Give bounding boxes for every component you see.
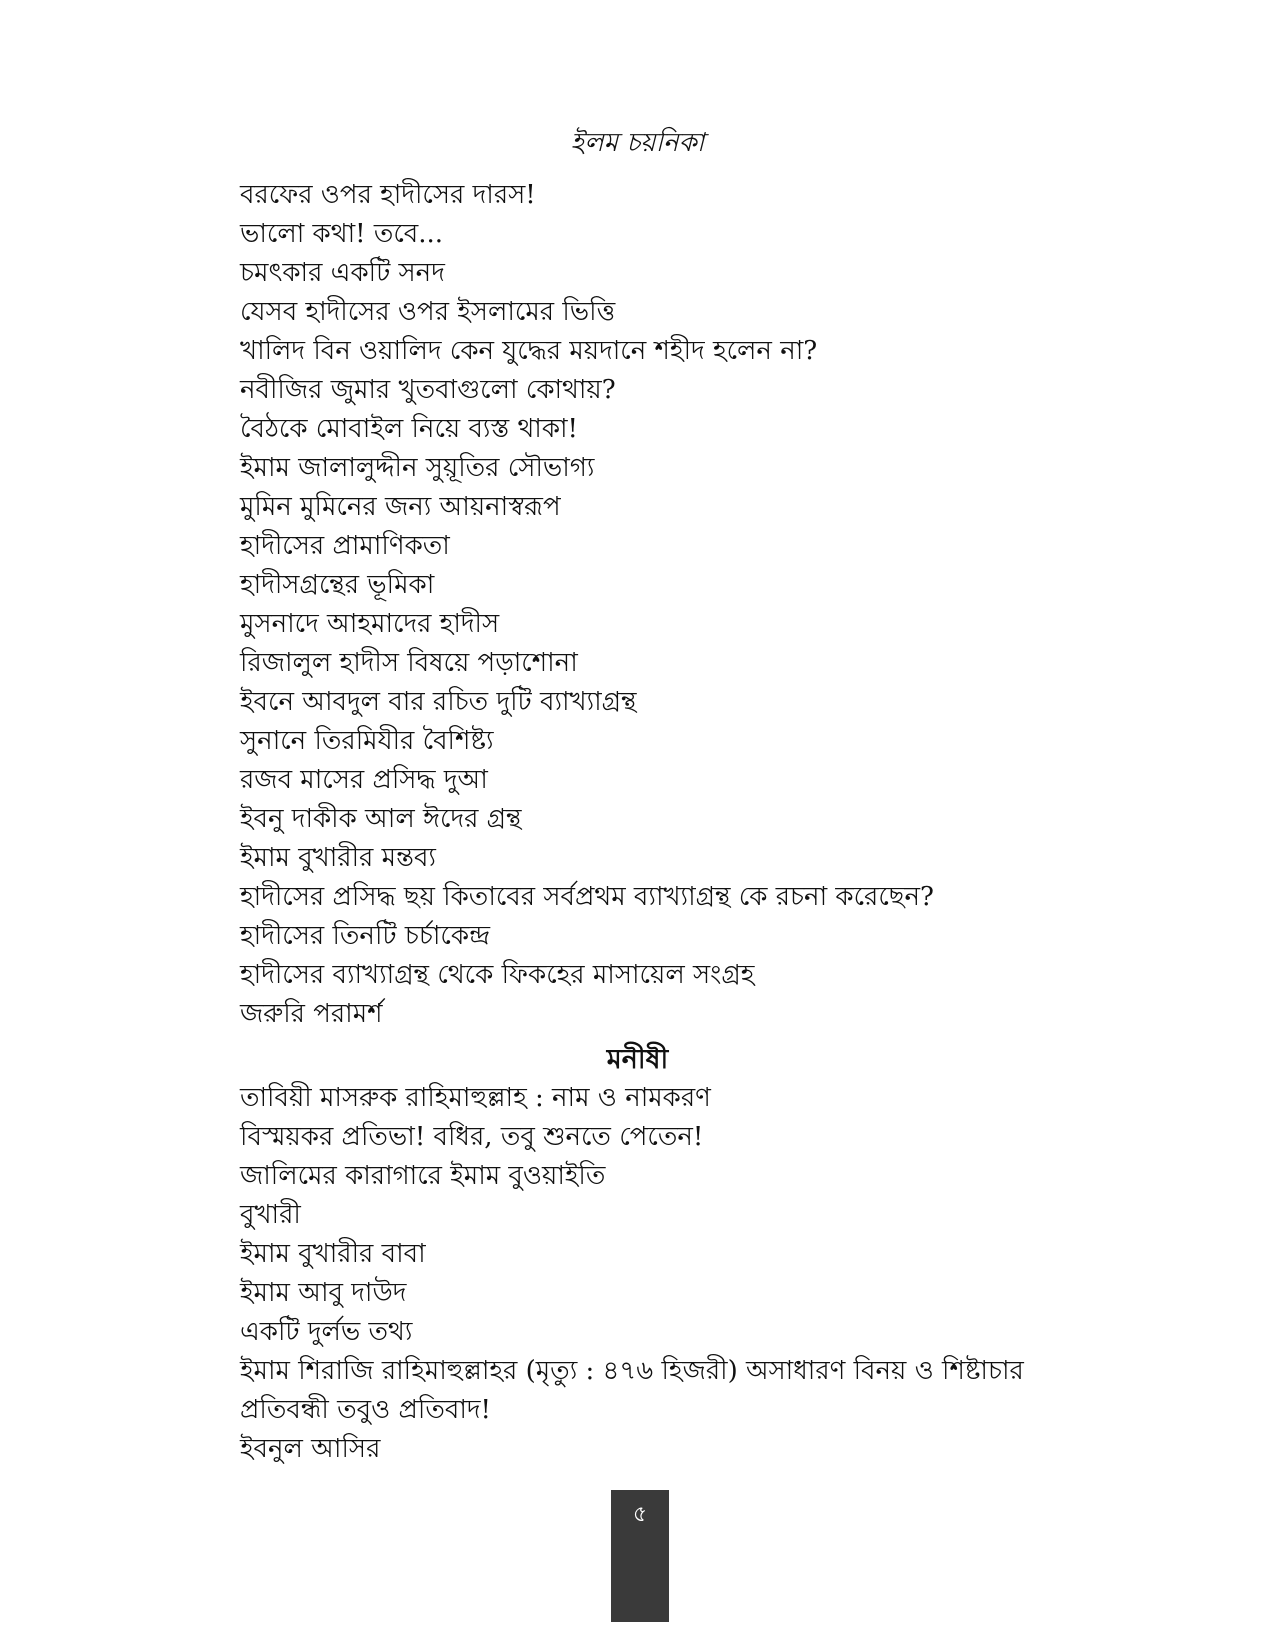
contents-entry: রিজালুল হাদীস বিষয়ে পড়াশোনা	[240, 648, 578, 678]
contents-entry: ইবনুল আসির	[240, 1434, 381, 1464]
contents-entry: বিস্ময়কর প্রতিভা! বধির, তবু শুনতে পেতেন!	[240, 1122, 704, 1152]
section-heading: মনীষী	[606, 1044, 669, 1075]
contents-entry: হাদীসের তিনটি চর্চাকেন্দ্র	[240, 921, 491, 951]
contents-entry: বুখারী	[240, 1200, 301, 1230]
contents-entry: ইমাম শিরাজি রাহিমাহুল্লাহর (মৃত্যু : ৪৭৬ হিজরী) অসাধারণ বিনয় ও শিষ্টাচার	[240, 1356, 1024, 1386]
contents-entry: ইমাম আবু দাউদ	[240, 1278, 407, 1308]
contents-entry: চমৎকার একটি সনদ	[240, 258, 445, 288]
contents-entry: যেসব হাদীসের ওপর ইসলামের ভিত্তি	[240, 297, 616, 327]
contents-entry: ইমাম বুখারীর মন্তব্য	[240, 843, 436, 873]
contents-entry: নবীজির জুমার খুতবাগুলো কোথায়?	[240, 375, 616, 405]
contents-entry: প্রতিবন্ধী তবুও প্রতিবাদ!	[240, 1395, 491, 1425]
contents-entry: জালিমের কারাগারে ইমাম বুওয়াইতি	[240, 1161, 606, 1191]
contents-entry: তাবিয়ী মাসরুক রাহিমাহুল্লাহ : নাম ও নামকরণ	[240, 1083, 711, 1113]
contents-entry: ইমাম বুখারীর বাবা	[240, 1239, 426, 1269]
contents-entry: একটি দুর্লভ তথ্য	[240, 1317, 413, 1347]
contents-entry: ইবনু দাকীক আল ঈদের গ্রন্থ	[240, 804, 522, 834]
contents-entry: হাদীসের প্রসিদ্ধ ছয় কিতাবের সর্বপ্রথম ব্যাখ্যাগ্রন্থ কে রচনা করেছেন?	[240, 882, 934, 912]
contents-entry: খালিদ বিন ওয়ালিদ কেন যুদ্ধের ময়দানে শহীদ হলেন না?	[240, 336, 818, 366]
contents-entry: ভালো কথা! তবে...	[240, 219, 444, 249]
contents-entry: বৈঠকে মোবাইল নিয়ে ব্যস্ত থাকা!	[240, 414, 578, 444]
contents-entry: মুসনাদে আহমাদের হাদীস	[240, 609, 500, 639]
contents-entry: বরফের ওপর হাদীসের দারস!	[240, 180, 536, 210]
page-number: ৫	[632, 1502, 648, 1527]
contents-section-1	[240, 176, 1060, 1034]
contents-entry: জরুরি পরামর্শ	[240, 999, 383, 1029]
running-header-title: ইলম চয়নিকা	[570, 128, 705, 158]
contents-entry: হাদীসের ব্যাখ্যাগ্রন্থ থেকে ফিকহের মাসায়েল সংগ্রহ	[240, 960, 755, 990]
page-number-tab	[611, 1490, 669, 1622]
contents-entry: হাদীসের প্রামাণিকতা	[240, 531, 450, 561]
contents-entry: সুনানে তিরমিযীর বৈশিষ্ট্য	[240, 726, 494, 756]
contents-entry: হাদীসগ্রন্থের ভূমিকা	[240, 570, 435, 600]
contents-entry: মুমিন মুমিনের জন্য আয়নাস্বরূপ	[240, 492, 561, 522]
contents-entry: ইমাম জালালুদ্দীন সুয়ূতির সৌভাগ্য	[240, 453, 595, 483]
contents-section-2	[240, 1079, 1060, 1469]
contents-entry: রজব মাসের প্রসিদ্ধ দুআ	[240, 765, 488, 795]
contents-entry: ইবনে আবদুল বার রচিত দুটি ব্যাখ্যাগ্রন্থ	[240, 687, 637, 717]
